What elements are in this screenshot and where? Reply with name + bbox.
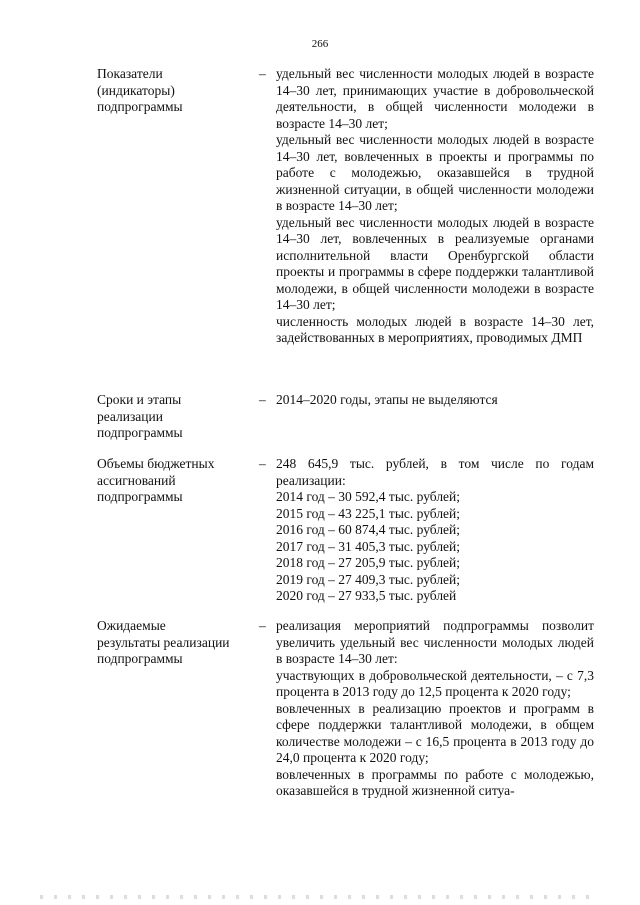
page-number: 266 bbox=[311, 38, 329, 50]
budget-year-line: 2017 год – 31 405,3 тыс. рублей; bbox=[276, 538, 461, 554]
paragraph: участвующих в добровольческой деятельности, – с 7,3 процента в 2013 году до 12,5 процента к 2020 году; bbox=[276, 667, 594, 699]
label-line: результаты реализации bbox=[97, 634, 230, 650]
paragraph: удельный вес численности молодых людей в возрасте 14–30 лет, вовлеченных в проекты и программы по работе с молодежью, оказавшейся в трудной жизненной ситуации, в общей численности молодежи в возрасте 14–30 лет; bbox=[276, 132, 594, 213]
label-line: подпрограммы bbox=[97, 651, 183, 666]
indicators-label bbox=[97, 66, 252, 116]
budget-year-line: 2016 год – 60 874,4 тыс. рублей; bbox=[276, 522, 461, 537]
budget-year-line: 2014 год – 30 592,4 тыс. рублей; bbox=[276, 489, 461, 504]
label-line: ассигнований bbox=[97, 472, 176, 488]
results-label bbox=[97, 618, 252, 668]
label-line: (индикаторы) bbox=[97, 82, 175, 98]
results-content bbox=[276, 618, 594, 800]
dash: – bbox=[259, 66, 266, 81]
dash: – bbox=[259, 392, 266, 407]
label-line: подпрограммы bbox=[97, 489, 183, 504]
label-line: подпрограммы bbox=[97, 99, 183, 114]
budget-year-line: 2019 год – 27 409,3 тыс. рублей; bbox=[276, 571, 461, 587]
timeline-label bbox=[97, 392, 252, 442]
indicators-content bbox=[276, 66, 594, 347]
budget-year-line: 2020 год – 27 933,5 тыс. рублей bbox=[276, 588, 457, 603]
paragraph: численность молодых людей в возрасте 14–30 лет, задействованных в мероприятиях, проводимых ДМП bbox=[276, 313, 594, 345]
paragraph: удельный вес численности молодых людей в возрасте 14–30 лет, вовлеченных в реализуемые органами исполнительной власти Оренбургской области проекты и программы в сфере поддержки талантливой молодежи, в общей численности молодежи в возрасте 14–30 лет; bbox=[276, 214, 594, 312]
paragraph: реализация мероприятий подпрограммы позволит увеличить удельный вес численности молодых людей в возрасте 14–30 лет: bbox=[276, 618, 594, 666]
dash: – bbox=[259, 618, 266, 633]
budget-content bbox=[276, 456, 594, 605]
paragraph: вовлеченных в программы по работе с молодежью, оказавшейся в трудной жизненной ситуа- bbox=[276, 766, 594, 798]
label-line: Объемы бюджетных bbox=[97, 456, 215, 471]
budget-year-line: 2015 год – 43 225,1 тыс. рублей; bbox=[276, 505, 461, 521]
label-line: Ожидаемые bbox=[97, 618, 166, 633]
paragraph: 2014–2020 годы, этапы не выделяются bbox=[276, 392, 498, 407]
budget-year-line: 2018 год – 27 205,9 тыс. рублей; bbox=[276, 555, 461, 570]
label-line: реализации bbox=[97, 408, 163, 424]
paragraph: удельный вес численности молодых людей в возрасте 14–30 лет, принимающих участие в добровольческой деятельности, в общей численности молодежи в возрасте 14–30 лет; bbox=[276, 66, 594, 131]
timeline-content bbox=[276, 392, 594, 409]
budget-label bbox=[97, 456, 252, 506]
label-line: Показатели bbox=[97, 66, 163, 81]
paragraph: 248 645,9 тыс. рублей, в том числе по годам реализации: bbox=[276, 456, 594, 488]
paragraph: вовлеченных в реализацию проектов и программ в сфере поддержки талантливой молодежи, в общем количестве молодежи – с 16,5 процента в 2013 году до 24,0 процента к 2020 году; bbox=[276, 700, 594, 765]
dash: – bbox=[259, 456, 266, 471]
label-line: подпрограммы bbox=[97, 425, 183, 440]
label-line: Сроки и этапы bbox=[97, 392, 182, 407]
scan-artifact bbox=[40, 895, 600, 899]
